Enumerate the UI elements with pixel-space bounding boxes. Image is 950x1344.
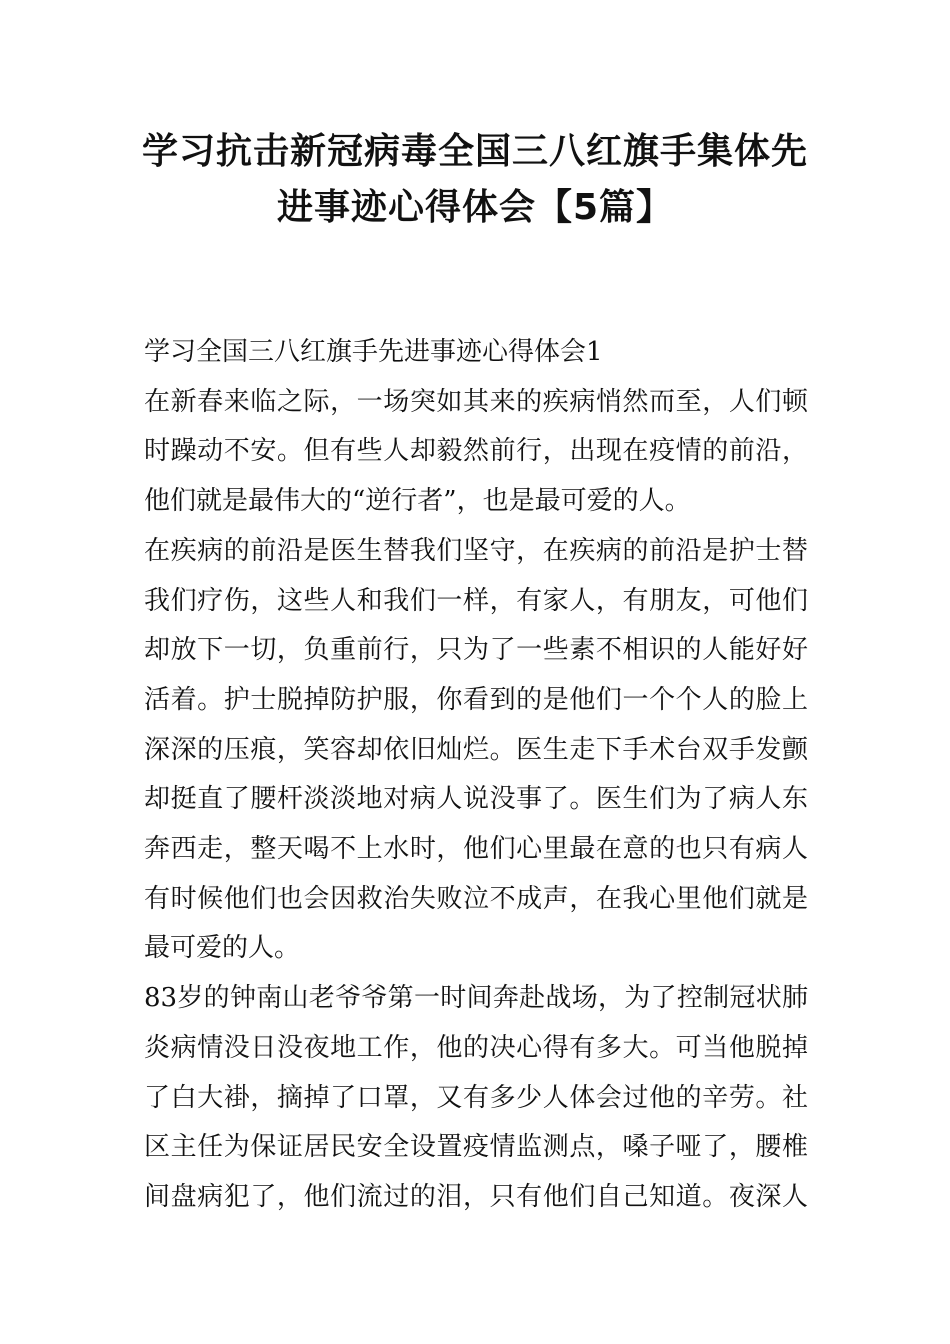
text-line: 深深的压痕，笑容却依旧灿烂。医生走下手术台双手发颤 bbox=[144, 734, 808, 765]
text-line: 最可爱的人。 bbox=[144, 933, 301, 964]
text-line: 有时候他们也会因救治失败泣不成声，在我心里他们就是 bbox=[144, 883, 808, 914]
text-line: 了白大褂，摘掉了口罩，又有多少人体会过他的辛劳。社 bbox=[144, 1082, 808, 1113]
section-heading: 学习全国三八红旗手先进事迹心得体会1 bbox=[144, 337, 603, 367]
text-line: 活着。护士脱掉防护服，你看到的是他们一个个人的脸上 bbox=[144, 684, 808, 715]
text-line: 在疾病的前沿是医生替我们坚守，在疾病的前沿是护士替 bbox=[144, 535, 808, 566]
text-line: 我们疗伤，这些人和我们一样，有家人，有朋友，可他们 bbox=[144, 585, 808, 616]
text-line: 时躁动不安。但有些人却毅然前行，出现在疫情的前沿， bbox=[144, 436, 808, 467]
text-line: 却放下一切，负重前行，只为了一些素不相识的人能好好 bbox=[144, 635, 808, 666]
title-line: 进事迹心得体会【5篇】 bbox=[276, 187, 674, 228]
text-line: 间盘病犯了，他们流过的泪，只有他们自己知道。夜深人 bbox=[144, 1181, 808, 1212]
text-line: 区主任为保证居民安全设置疫情监测点，嗓子哑了，腰椎 bbox=[144, 1132, 808, 1163]
text-line: 在新春来临之际，一场突如其来的疾病悄然而至，人们顿 bbox=[144, 386, 808, 417]
paragraph bbox=[144, 378, 808, 527]
text-line: 他们就是最伟大的“逆行者”，也是最可爱的人。 bbox=[144, 486, 691, 517]
text-line: 炎病情没日没夜地工作，他的决心得有多大。可当他脱掉 bbox=[144, 1032, 808, 1063]
text-line: 83岁的钟南山老爷爷第一时间奔赴战场，为了控制冠状肺 bbox=[144, 983, 808, 1014]
text-line: 却挺直了腰杆淡淡地对病人说没事了。医生们为了病人东 bbox=[144, 784, 808, 815]
document-body bbox=[144, 328, 808, 1223]
document-title bbox=[100, 124, 850, 236]
paragraph bbox=[144, 527, 808, 974]
paragraph bbox=[144, 974, 808, 1223]
text-line: 奔西走，整天喝不上水时，他们心里最在意的也只有病人 bbox=[144, 834, 808, 865]
title-line: 学习抗击新冠病毒全国三八红旗手集体先 bbox=[141, 131, 808, 172]
